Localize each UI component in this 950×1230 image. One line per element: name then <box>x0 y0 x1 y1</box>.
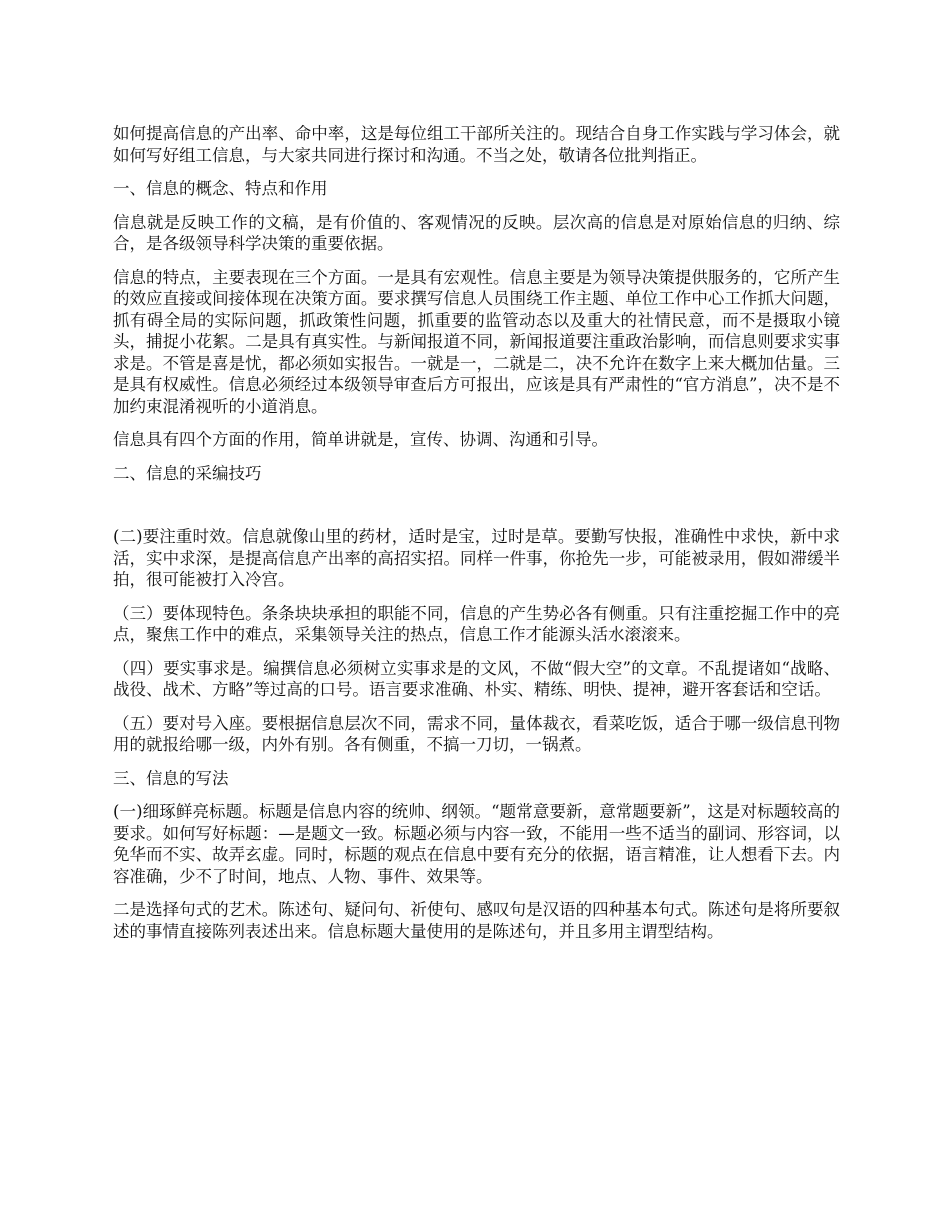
features-paragraph: 信息的特点，主要表现在三个方面。一是具有宏观性。信息主要是为领导决策提供服务的，它所产生的效应直接或间接体现在决策方面。要求撰写信息人员围绕工作主题、单位工作中心工作抓大问题，抓有碍全局的实际问题，抓政策性问题，抓重要的监管动态以及重大的社情民意，而不是摄取小镜头，捕捉小花絮。二是具有真实性。与新闻报道不同，新闻报道要注重政治影响，而信息则要求实事求是。不管是喜是忧，都必须如实报告。一就是一，二就是二，决不允许在数字上来大概加估量。三是具有权威性。信息必须经过本级领导审查后方可报出，应该是具有严肃性的“官方消息”，决不是不加约束混淆视听的小道消息。 <box>113 267 840 416</box>
section-heading-2: 二、信息的采编技巧 <box>113 463 262 483</box>
concept-paragraph: 信息就是反映工作的文稿，是有价值的、客观情况的反映。层次高的信息是对原始信息的归纳、综合，是各级领导科学决策的重要依据。 <box>113 212 840 253</box>
blank-gap <box>113 496 840 526</box>
factual-paragraph: （四）要实事求是。编撰信息必须树立实事求是的文风，不做“假大空”的文章。不乱提诸如“战略、战役、战术、方略”等过高的口号。语言要求准确、朴实、精练、明快、提神，避开客套话和空话。 <box>113 658 840 699</box>
targeting-paragraph: （五）要对号入座。要根据信息层次不同，需求不同，量体裁衣，看菜吃饭，适合于哪一级信息刊物用的就报给哪一级，内外有别。各有侧重，不搞一刀切，一锅煮。 <box>113 713 840 754</box>
functions-paragraph: 信息具有四个方面的作用，简单讲就是，宣传、协调、沟通和引导。 <box>113 430 608 449</box>
timeliness-paragraph: (二)要注重时效。信息就像山里的药材，适时是宝，过时是草。要勤写快报，准确性中求快，新中求活，实中求深，是提高信息产出率的高招实招。同样一件事，你抢先一步，可能被录用，假如滞缓半拍，很可能被打入冷宫。 <box>113 527 840 589</box>
document-page <box>113 123 840 954</box>
title-paragraph: (一)细琢鲜亮标题。标题是信息内容的统帅、纲领。“题常意要新，意常题要新”，这是对标题较高的要求。如何写好标题：—是题文一致。标题必须与内容一致，不能用一些不适当的副词、形容词，以免华而不实、故弄玄虚。同时，标题的观点在信息中要有充分的依据，语言精准，让人想看下去。内容准确，少不了时间，地点、人物、事件、效果等。 <box>113 802 840 886</box>
section-heading-1: 一、信息的概念、特点和作用 <box>113 179 328 198</box>
section-heading-3: 三、信息的写法 <box>113 768 229 788</box>
characteristics-paragraph: （三）要体现特色。条条块块承担的职能不同，信息的产生势必各有侧重。只有注重挖掘工作中的亮点，聚焦工作中的难点，采集领导关注的热点，信息工作才能源头活水滚滚来。 <box>113 603 840 644</box>
intro-paragraph: 如何提高信息的产出率、命中率，这是每位组工干部所关注的。现结合自身工作实践与学习体会，就如何写好组工信息，与大家共同进行探讨和沟通。不当之处，敬请各位批判指正。 <box>113 124 840 165</box>
sentence-type-paragraph: 二是选择句式的艺术。陈述句、疑问句、祈使句、感叹句是汉语的四种基本句式。陈述句是将所要叙述的事情直接陈列表述出来。信息标题大量使用的是陈述句，并且多用主谓型结构。 <box>113 900 840 941</box>
